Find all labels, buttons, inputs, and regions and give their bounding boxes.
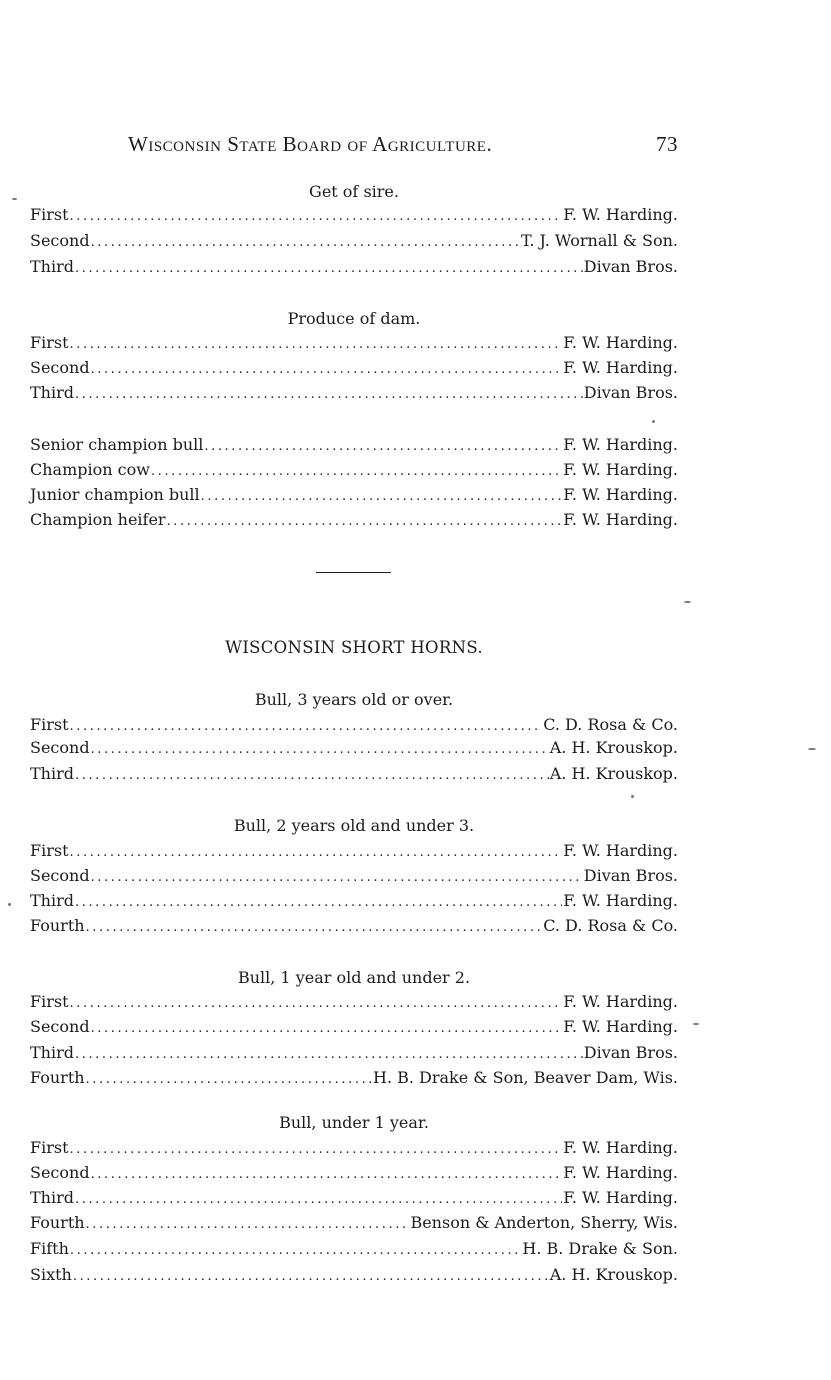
dot-leader <box>70 206 563 228</box>
award-winner: Divan Bros. <box>583 1043 678 1062</box>
section-heading-produce-of-dam: Produce of dam. <box>287 309 421 328</box>
award-winner: F. W. Harding. <box>563 460 678 479</box>
award-row <box>30 1187 678 1209</box>
award-place: Third <box>30 257 74 276</box>
award-row <box>30 763 678 785</box>
award-winner: A. H. Krouskop. <box>549 738 678 757</box>
award-place: Sixth <box>30 1265 72 1284</box>
dot-leader <box>70 1240 521 1262</box>
award-row <box>30 737 678 759</box>
award-row <box>30 1067 678 1089</box>
award-winner: F. W. Harding. <box>563 358 678 377</box>
dot-leader <box>201 486 563 508</box>
award-row <box>30 357 678 379</box>
award-place: First <box>30 1138 69 1157</box>
running-header <box>128 132 678 160</box>
dot-leader <box>204 436 562 458</box>
award-place: Senior champion bull <box>30 435 204 454</box>
award-row <box>30 840 678 862</box>
dot-leader <box>91 232 520 254</box>
award-winner: T. J. Wornall & Son. <box>521 231 678 250</box>
dot-leader <box>75 765 549 787</box>
award-row <box>30 204 678 226</box>
dot-leader <box>75 258 583 280</box>
award-row <box>30 714 678 736</box>
class-heading-bull-under-1: Bull, under 1 year. <box>279 1113 429 1132</box>
dot-leader <box>91 1018 563 1040</box>
scan-speck <box>684 601 691 603</box>
award-winner: Divan Bros. <box>583 257 678 276</box>
dot-leader <box>70 842 563 864</box>
class-heading-bull-3-years: Bull, 3 years old or over. <box>254 690 454 709</box>
award-place: Third <box>30 764 74 783</box>
award-place: Second <box>30 358 90 377</box>
award-row <box>30 1137 678 1159</box>
award-winner: F. W. Harding. <box>563 992 678 1011</box>
dot-leader <box>75 892 562 914</box>
award-row <box>30 991 678 1013</box>
dot-leader <box>75 1044 583 1066</box>
scan-speck <box>693 1023 699 1025</box>
award-winner: F. W. Harding. <box>563 1017 678 1036</box>
award-place: Second <box>30 1163 90 1182</box>
award-row <box>30 1162 678 1184</box>
award-row <box>30 256 678 278</box>
award-place: Fourth <box>30 1068 85 1087</box>
award-row <box>30 865 678 887</box>
award-place: Third <box>30 383 74 402</box>
award-row <box>30 1264 678 1286</box>
dot-leader <box>70 334 563 356</box>
award-row <box>30 332 678 354</box>
award-winner: F. W. Harding. <box>563 485 678 504</box>
award-winner: F. W. Harding. <box>563 205 678 224</box>
award-row <box>30 484 678 506</box>
award-place: Third <box>30 891 74 910</box>
dot-leader <box>86 1069 372 1091</box>
award-winner: Divan Bros. <box>583 383 678 402</box>
award-winner: C. D. Rosa & Co. <box>543 715 678 734</box>
award-place: Second <box>30 738 90 757</box>
award-winner: H. B. Drake & Son, Beaver Dam, Wis. <box>372 1068 678 1087</box>
dot-leader <box>91 739 549 761</box>
award-row <box>30 434 678 456</box>
award-place: Champion heifer <box>30 510 166 529</box>
award-place: Second <box>30 866 90 885</box>
award-place: Third <box>30 1188 74 1207</box>
dot-leader <box>70 716 543 738</box>
class-heading-bull-2-years: Bull, 2 years old and under 3. <box>233 816 475 835</box>
award-winner: Benson & Anderton, Sherry, Wis. <box>410 1213 678 1232</box>
award-row <box>30 1042 678 1064</box>
dot-leader <box>70 993 563 1015</box>
scan-speck <box>808 748 816 750</box>
dot-leader <box>91 1164 563 1186</box>
award-winner: F. W. Harding. <box>563 891 678 910</box>
scan-speck <box>8 903 11 906</box>
section-heading-get-of-sire: Get of sire. <box>309 182 399 201</box>
dot-leader <box>70 1139 563 1161</box>
page-number: 73 <box>656 132 678 156</box>
award-place: First <box>30 205 69 224</box>
page-header-title: Wisconsin State Board of Agriculture. <box>128 132 493 156</box>
award-winner: F. W. Harding. <box>563 333 678 352</box>
dot-leader <box>86 1214 410 1236</box>
award-place: Fourth <box>30 1213 85 1232</box>
award-place: First <box>30 992 69 1011</box>
section-divider <box>316 572 391 573</box>
award-place: Second <box>30 1017 90 1036</box>
dot-leader <box>91 359 563 381</box>
dot-leader <box>75 1189 562 1211</box>
award-winner: A. H. Krouskop. <box>549 1265 678 1284</box>
dot-leader <box>151 461 562 483</box>
award-row <box>30 915 678 937</box>
award-place: Fourth <box>30 916 85 935</box>
dot-leader <box>91 867 583 889</box>
award-winner: F. W. Harding. <box>563 1188 678 1207</box>
award-place: First <box>30 841 69 860</box>
award-winner: F. W. Harding. <box>563 1138 678 1157</box>
award-row <box>30 459 678 481</box>
award-place: Junior champion bull <box>30 485 200 504</box>
award-winner: F. W. Harding. <box>563 435 678 454</box>
award-place: Fifth <box>30 1239 69 1258</box>
award-row <box>30 1016 678 1038</box>
scan-speck <box>631 795 634 798</box>
award-winner: F. W. Harding. <box>563 510 678 529</box>
award-place: Second <box>30 231 90 250</box>
award-row <box>30 382 678 404</box>
award-place: First <box>30 715 69 734</box>
award-winner: A. H. Krouskop. <box>549 764 678 783</box>
dot-leader <box>167 511 563 533</box>
award-place: Champion cow <box>30 460 150 479</box>
scan-speck <box>652 420 655 423</box>
award-row <box>30 1238 678 1260</box>
award-row <box>30 890 678 912</box>
dot-leader <box>86 917 543 939</box>
section-title-short-horns: WISCONSIN SHORT HORNS. <box>225 638 483 657</box>
award-place: First <box>30 333 69 352</box>
dot-leader <box>73 1266 549 1288</box>
award-winner: H. B. Drake & Son. <box>522 1239 678 1258</box>
award-winner: F. W. Harding. <box>563 1163 678 1182</box>
award-winner: Divan Bros. <box>583 866 678 885</box>
award-row <box>30 1212 678 1234</box>
award-place: Third <box>30 1043 74 1062</box>
award-row <box>30 509 678 531</box>
class-heading-bull-1-year: Bull, 1 year old and under 2. <box>237 968 471 987</box>
award-row <box>30 230 678 252</box>
award-winner: F. W. Harding. <box>563 841 678 860</box>
dot-leader <box>75 384 583 406</box>
scan-speck <box>12 198 17 200</box>
award-winner: C. D. Rosa & Co. <box>543 916 678 935</box>
